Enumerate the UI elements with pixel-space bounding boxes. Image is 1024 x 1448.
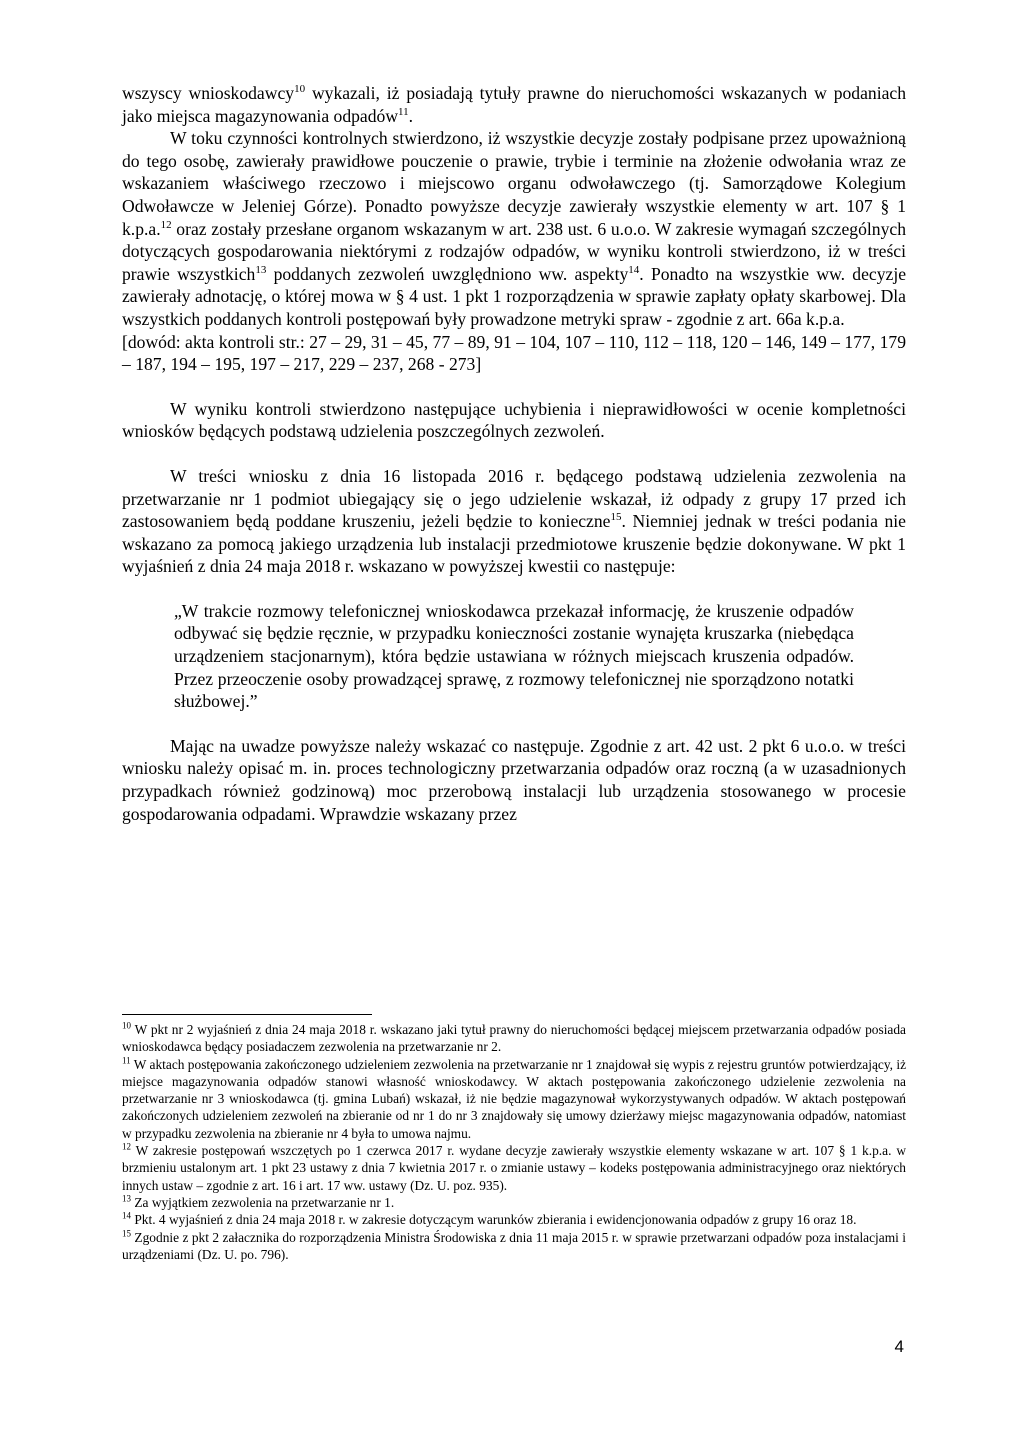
paragraph-1 (122, 82, 906, 127)
footnote-13 (122, 1194, 906, 1211)
footnote-text: Zgodnie z pkt 2 załacznika do rozporządzenia Ministra Środowiska z dnia 11 maja 2015 r. w sprawie przetwarzani odpadów poza instalacjami i urządzeniami (Dz. U. po. 796). (122, 1229, 906, 1262)
paragraph-1-text-c: . (408, 105, 414, 126)
footnote-text: W pkt nr 2 wyjaśnień z dnia 24 maja 2018 r. wskazano jaki tytuł prawny do nieruchomości będącej miejscem przetwarzania odpadów posiada wnioskodawca będący posiadaczem zezwolenia na przetwarzanie nr 2. (122, 1022, 906, 1055)
block-quote: „W trakcie rozmowy telefonicznej wnioskodawca przekazał informację, że kruszenie odpadów odbywać się będzie ręcznie, w przypadku konieczności zostanie wynajęta kruszarka (niebędąca urządzeniem stacjonarnym), która będzie ustawiana w różnych miejscach kruszenia odpadów. Przez przeoczenie osoby prowadzącej sprawę, z rozmowy telefonicznej nie sporządzono notatki służbowej.” (174, 600, 854, 712)
footnote-number: 10 (122, 1020, 131, 1031)
footnote-number: 11 (122, 1055, 131, 1066)
footnote-14 (122, 1211, 906, 1228)
footnote-ref-15: 15 (610, 511, 622, 524)
footnote-10 (122, 1021, 906, 1056)
footnote-number: 12 (122, 1141, 131, 1152)
main-text (122, 82, 906, 825)
paragraph-1-text-a: wszyscy wnioskodawcy (122, 83, 295, 103)
footnote-11 (122, 1056, 906, 1142)
footnote-ref-10: 10 (294, 83, 306, 96)
paragraph-2 (122, 127, 906, 330)
footnote-ref-14: 14 (628, 263, 640, 276)
footnote-ref-12: 12 (160, 218, 172, 231)
paragraph-2-text-a: W toku czynności kontrolnych stwierdzono, iż wszystkie decyzje zostały podpisane przez upoważnioną do tego osobę, zawierały prawidłowe pouczenie o prawie, trybie i terminie na złożenie odwołania wraz ze wskazaniem właściwego rzeczowo i miejscowo organu odwoławczego (tj. Samorządowe Kolegium Odwoławcze w Jeleniej Górze). Ponadto powyższe decyzje zawierały wszystkie elementy w art. 107 § 1 k.p.a. (122, 128, 906, 239)
footnote-text: Za wyjątkiem zezwolenia na przetwarzanie nr 1. (131, 1194, 395, 1210)
footnote-separator (122, 1014, 372, 1015)
paragraph-2-text-c: poddanych zezwoleń uwzględniono ww. aspekty (266, 263, 629, 284)
footnote-number: 14 (122, 1210, 131, 1221)
footnote-number: 13 (122, 1193, 131, 1204)
footnote-12 (122, 1142, 906, 1194)
paragraph-application-text-a: W treści wniosku z dnia 16 listopada 2016 r. będącego podstawą udzielenia zezwolenia na przetwarzanie nr 1 podmiot ubiegający się o jego udzielenie wskazał, iż odpady z grupy 17 przed ich zastosowaniem będą poddane kruszeniu, jeżeli będzie to konieczne (122, 465, 906, 532)
footnote-text: Pkt. 4 wyjaśnień z dnia 24 maja 2018 r. w zakresie dotyczącym warunków zbierania i ewidencjonowania odpadów z grupy 16 oraz 18. (131, 1212, 857, 1228)
paragraph-1-text-b: wykazali, iż posiadają tytuły prawne do nieruchomości wskazanych w podaniach jako miejsca magazynowania odpadów (122, 83, 906, 126)
paragraph-application-text-b: . Niemniej jednak w treści podania nie wskazano za pomocą jakiego urządzenia lub instalacji przedmiotowe kruszenie będzie dokonywane. W pkt 1 wyjaśnień z dnia 24 maja 2018 r. wskazano w powyższej kwestii co następuje: (122, 511, 906, 577)
paragraph-application (122, 465, 906, 578)
evidence-reference: [dowód: akta kontroli str.: 27 – 29, 31 – 45, 77 – 89, 91 – 104, 107 – 110, 112 – 118, 120 – 146, 149 – 177, 179 – 187, 194 – 195, 197 – 217, 229 – 237, 268 - 273] (122, 331, 906, 375)
footnote-ref-11: 11 (398, 105, 409, 118)
footnote-text: W zakresie postępowań wszczętych po 1 czerwca 2017 r. wydane decyzje zawierały wszystkie elementy wskazane w art. 107 § 1 k.p.a. w brzmieniu ustalonym art. 1 pkt 23 ustawy z dnia 7 kwietnia 2017 r. o zmianie ustawy – kodeks postępowania administracyjnego oraz niektórych innych ustaw – zgodnie z art. 16 i art. 17 ww. ustawy (Dz. U. poz. 935). (122, 1143, 906, 1193)
footnote-number: 15 (122, 1228, 131, 1239)
footnote-15 (122, 1229, 906, 1264)
page-number: 4 (894, 1337, 904, 1356)
paragraph-findings: W wyniku kontroli stwierdzono następujące uchybienia i nieprawidłowości w ocenie kompletności wniosków będących podstawą udzielenia poszczególnych zezwoleń. (122, 398, 906, 442)
paragraph-conclusion: Mając na uwadze powyższe należy wskazać co następuje. Zgodnie z art. 42 ust. 2 pkt 6 u.o.o. w treści wniosku należy opisać m. in. proces technologiczny przetwarzania odpadów oraz roczną (a w uzasadnionych przypadkach również godzinową) moc przerobową instalacji lub urządzenia stosowanego w procesie gospodarowania odpadami. Wprawdzie wskazany przez (122, 735, 906, 824)
footnotes (122, 1021, 906, 1263)
footnote-text: W aktach postępowania zakończonego udzieleniem zezwolenia na przetwarzanie nr 1 znajdował się wypis z rejestru gruntów potwierdzający, iż miejsce magazynowania odpadów stanowi własność wnioskodawcy. W aktach postępowania zakończonego udzielenie zezwolenia na przetwarzanie nr 3 wnioskodawca (tj. gmina Lubań) wskazał, iż nie będzie magazynował wykorzystywanych odpadów. W aktach postępowań zakończonych udzieleniem zezwoleń na zbieranie od nr 1 do nr 3 znajdowały się umowy dzierżawy miejsc magazynowania odpadów, natomiast w przypadku zezwolenia na zbieranie nr 4 była to umowa najmu. (122, 1056, 907, 1141)
paragraph-2-text-b: oraz zostały przesłane organom wskazanym w art. 238 ust. 6 u.o.o. W zakresie wymagań szczególnych dotyczących gospodarowania niektórymi z rodzajów odpadów, w wyniku kontroli stwierdzono, iż w treści prawie wszystkich (122, 218, 906, 284)
footnote-ref-13: 13 (255, 263, 267, 276)
paragraph-2-text-d: . Ponadto na wszystkie ww. decyzje zawierały adnotację, o której mowa w § 4 ust. 1 pkt 1 rozporządzenia w sprawie zapłaty opłaty skarbowej. Dla wszystkich poddanych kontroli postępowań były prowadzone metryki spraw - zgodnie z art. 66a k.p.a. (122, 263, 907, 329)
